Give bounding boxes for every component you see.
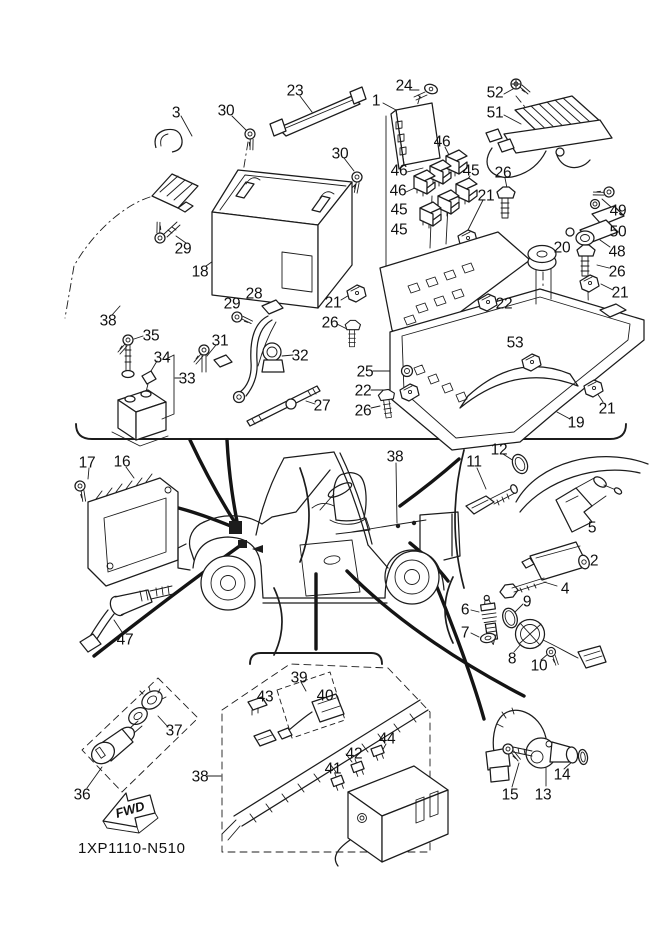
diagram-code: 1XP1110-N510 — [78, 840, 186, 857]
rectifier-16-group — [70, 474, 178, 586]
callout-17: 17 — [78, 454, 96, 472]
callout-53: 53 — [506, 334, 524, 352]
callout-16: 16 — [113, 453, 131, 471]
callout-41: 41 — [324, 760, 342, 778]
callout-47: 47 — [116, 631, 134, 649]
callout-21: 21 — [477, 187, 495, 205]
callout-48: 48 — [608, 243, 626, 261]
callout-36: 36 — [73, 786, 91, 804]
ecu-unit-group — [391, 83, 440, 169]
callout-39: 39 — [290, 669, 308, 687]
callout-49: 49 — [609, 202, 627, 220]
callout-21: 21 — [598, 400, 616, 418]
callout-14: 14 — [553, 766, 571, 784]
callout-38: 38 — [386, 448, 404, 466]
callout-51: 51 — [486, 104, 504, 122]
callout-26: 26 — [608, 263, 626, 281]
callout-3: 3 — [171, 104, 181, 122]
callout-18: 18 — [191, 263, 209, 281]
callout-25: 25 — [356, 363, 374, 381]
callout-2: 2 — [589, 552, 599, 570]
callout-22: 22 — [495, 295, 513, 313]
callout-45: 45 — [390, 221, 408, 239]
callout-35: 35 — [142, 327, 160, 345]
callout-40: 40 — [316, 687, 334, 705]
callout-13: 13 — [534, 786, 552, 804]
callout-8: 8 — [507, 650, 517, 668]
cdi-unit-group — [335, 766, 448, 866]
callout-28: 28 — [245, 285, 263, 303]
callout-7: 7 — [460, 624, 470, 642]
callout-37: 37 — [165, 722, 183, 740]
callout-29: 29 — [174, 240, 192, 258]
callout-26: 26 — [321, 314, 339, 332]
callout-1: 1 — [371, 92, 381, 110]
callout-21: 21 — [324, 294, 342, 312]
callout-52: 52 — [486, 84, 504, 102]
callout-34: 34 — [153, 349, 171, 367]
callout-46: 46 — [389, 182, 407, 200]
callout-15: 15 — [501, 786, 519, 804]
callout-43: 43 — [256, 688, 274, 706]
callout-46: 46 — [390, 162, 408, 180]
callout-11: 11 — [466, 453, 482, 471]
ignition-coil-2-group — [500, 542, 591, 598]
callout-29: 29 — [223, 295, 241, 313]
callout-27: 27 — [313, 397, 331, 415]
callout-44: 44 — [378, 730, 396, 748]
battery-cable-group — [194, 300, 284, 403]
fwd-arrow — [103, 793, 158, 833]
fwd-label: FWD — [113, 798, 147, 821]
callout-31: 31 — [211, 332, 229, 350]
callout-4: 4 — [560, 580, 570, 598]
callout-12: 12 — [490, 441, 508, 459]
callout-24: 24 — [395, 77, 413, 95]
plug-cap-5-group — [516, 457, 648, 532]
speed-sensor-group — [486, 708, 589, 782]
callout-50: 50 — [609, 223, 627, 241]
callout-42: 42 — [345, 745, 363, 763]
callout-9: 9 — [522, 593, 532, 611]
callout-30: 30 — [217, 102, 235, 120]
callout-10: 10 — [530, 657, 548, 675]
callout-38: 38 — [191, 768, 209, 786]
callout-22: 22 — [354, 382, 372, 400]
band-27-group — [247, 386, 320, 426]
callout-26: 26 — [494, 164, 512, 182]
callout-19: 19 — [567, 414, 585, 432]
callout-38: 38 — [99, 312, 117, 330]
callout-46: 46 — [433, 133, 451, 151]
vehicle-locator-group — [178, 452, 460, 610]
callout-45: 45 — [390, 201, 408, 219]
callout-20: 20 — [553, 239, 571, 257]
battery-group — [212, 87, 368, 308]
callout-32: 32 — [291, 347, 309, 365]
callout-21: 21 — [611, 284, 629, 302]
pressure-switch-8-group — [516, 620, 607, 669]
callout-5: 5 — [587, 519, 597, 537]
callout-26: 26 — [354, 402, 372, 420]
callout-23: 23 — [286, 82, 304, 100]
callout-30: 30 — [331, 145, 349, 163]
callout-33: 33 — [178, 370, 196, 388]
callout-6: 6 — [460, 601, 470, 619]
battery-lead-group — [147, 129, 198, 245]
callout-45: 45 — [462, 162, 480, 180]
